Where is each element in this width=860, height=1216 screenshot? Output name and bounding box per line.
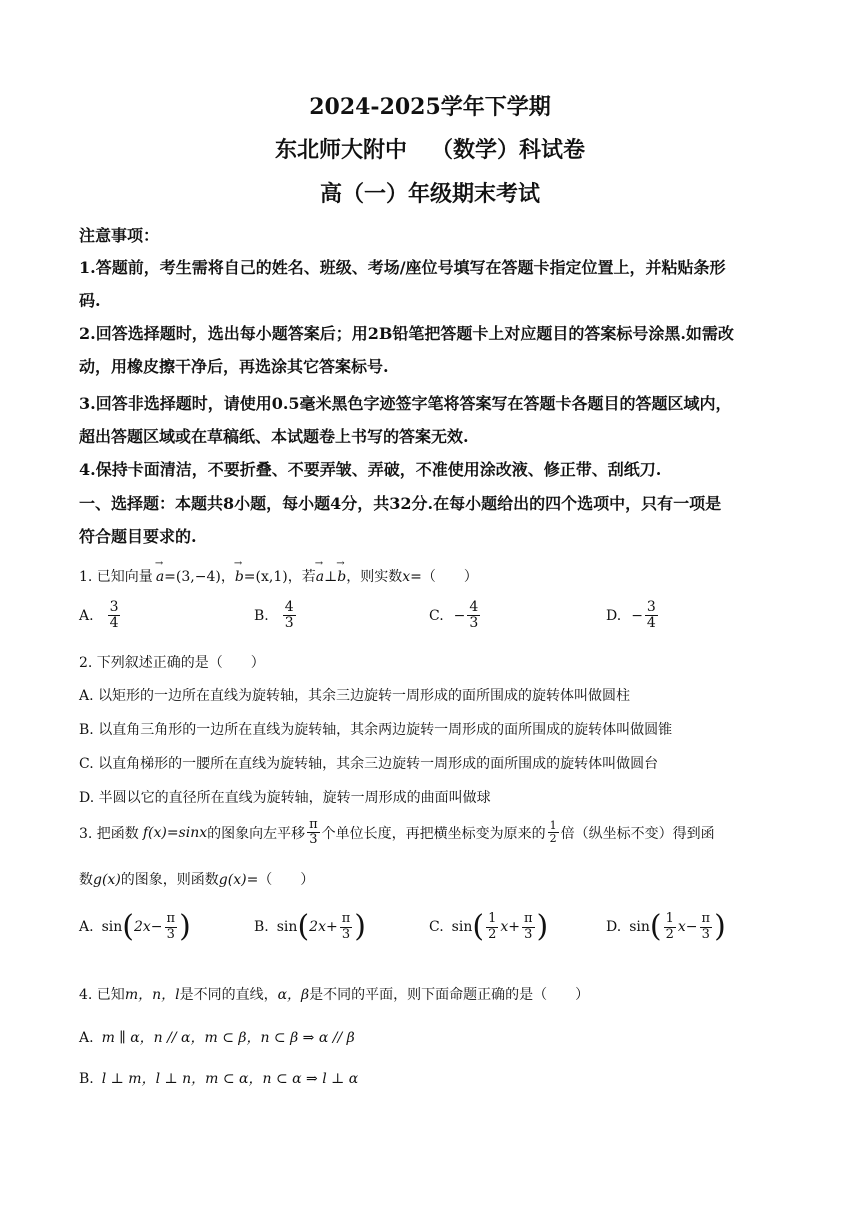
notice-item-4: 4.保持卡面清洁，不要折叠、不要弄皱、弄破，不准使用涂改液、修正带、刮纸刀. [79, 460, 662, 479]
question-4-stem: 4. 已知m，n，l是不同的直线，α，β是不同的平面，则下面命题正确的是（ ） [79, 987, 590, 1003]
question-4-option-b: B. l ⊥ m，l ⊥ n，m ⊂ α，n ⊂ α ⇒ l ⊥ α [79, 1071, 359, 1087]
section-1-instructions: 一、选择题：本题共8小题，每小题4分，共32分.在每小题给出的四个选项中，只有一项是 [79, 494, 722, 513]
vector-b: → b [235, 569, 244, 585]
notice-item-1: 1.答题前，考生需将自己的姓名、班级、考场/座位号填写在答题卡指定位置上，并粘贴条形 [79, 258, 726, 277]
exam-school-subject-title [0, 133, 860, 164]
exam-term-title: 2024-2025学年下学期 [309, 94, 551, 120]
notice-item-1-cont: 码. [79, 291, 101, 310]
exam-grade-title: 高（一）年级期末考试 [319, 181, 540, 207]
question-1-option-a: A. $\frac{3}{4}$ [79, 599, 119, 632]
question-2-option-c: C. 以直角梯形的一腰所在直线为旋转轴，其余三边旋转一周形成的面所围成的旋转体叫做圆台 [79, 756, 659, 772]
question-3-option-a: A. sin ( 2x − $\frac{\pi}{3}$ ) [79, 909, 191, 944]
question-2-option-b: B. 以直角三角形的一边所在直线为旋转轴，其余两边旋转一周形成的面所围成的旋转体叫做圆锥 [79, 722, 673, 738]
question-3-option-b: B. sin ( 2x + $\frac{\pi}{3}$ ) [254, 909, 366, 944]
notice-item-3: 3.回答非选择题时，请使用0.5毫米黑色字迹签字笔将答案写在答题卡各题目的答题区域内， [79, 394, 732, 413]
school-name: 东北师大附中 [274, 137, 407, 163]
notice-item-2-cont: 动，用橡皮擦干净后，再选涂其它答案标号. [79, 357, 389, 376]
question-2-option-d: D. 半圆以它的直径所在直线为旋转轴，旋转一周形成的曲面叫做球 [79, 790, 491, 806]
question-1-stem: 1. 已知向量→ a=(3,−4)，→ b=(x,1)，若→ a⊥→ b，则实数x=（ ） [79, 566, 478, 586]
question-3-option-d: D. sin ( $\frac{1}{2}$ x − $\frac{\pi}{3}$ ) [606, 909, 726, 944]
question-2-stem: 2. 下列叙述正确的是（ ） [79, 655, 265, 671]
vector-a: → a [156, 569, 164, 585]
question-3-stem-line-1: 3. 把函数 f(x)=sinx 的图象向左平移 $\frac{\pi}{3}$ 个单位长度，再把横坐标变为原来的 $\frac{1}{2}$ 倍（纵坐标不变）得到函 [79, 817, 715, 848]
question-1-option-c: C. − $\frac{4}{3}$ [429, 599, 479, 632]
question-3-stem-line-2: 数g(x)的图象，则函数g(x)=（ ） [79, 872, 315, 888]
question-1-option-b: B. $\frac{4}{3}$ [254, 599, 294, 632]
question-3-option-c: C. sin ( $\frac{1}{2}$ x + $\frac{\pi}{3}$ ) [429, 909, 549, 944]
section-1-instructions-cont: 符合题目要求的. [79, 527, 197, 546]
notice-item-3-cont: 超出答题区域或在草稿纸、本试题卷上书写的答案无效. [79, 427, 469, 446]
subject-name: （数学）科试卷 [431, 137, 586, 163]
notice-item-2: 2.回答选择题时，选出每小题答案后；用2B铅笔把答题卡上对应题目的答案标号涂黑.如需改 [79, 324, 734, 343]
question-1-option-d: D. − $\frac{3}{4}$ [606, 599, 656, 632]
question-4-option-a: A. m ∥ α，n // α，m ⊂ β，n ⊂ β ⇒ α // β [79, 1030, 355, 1046]
notice-heading: 注意事项： [79, 226, 160, 245]
question-2-option-a: A. 以矩形的一边所在直线为旋转轴，其余三边旋转一周形成的面所围成的旋转体叫做圆柱 [79, 688, 631, 704]
